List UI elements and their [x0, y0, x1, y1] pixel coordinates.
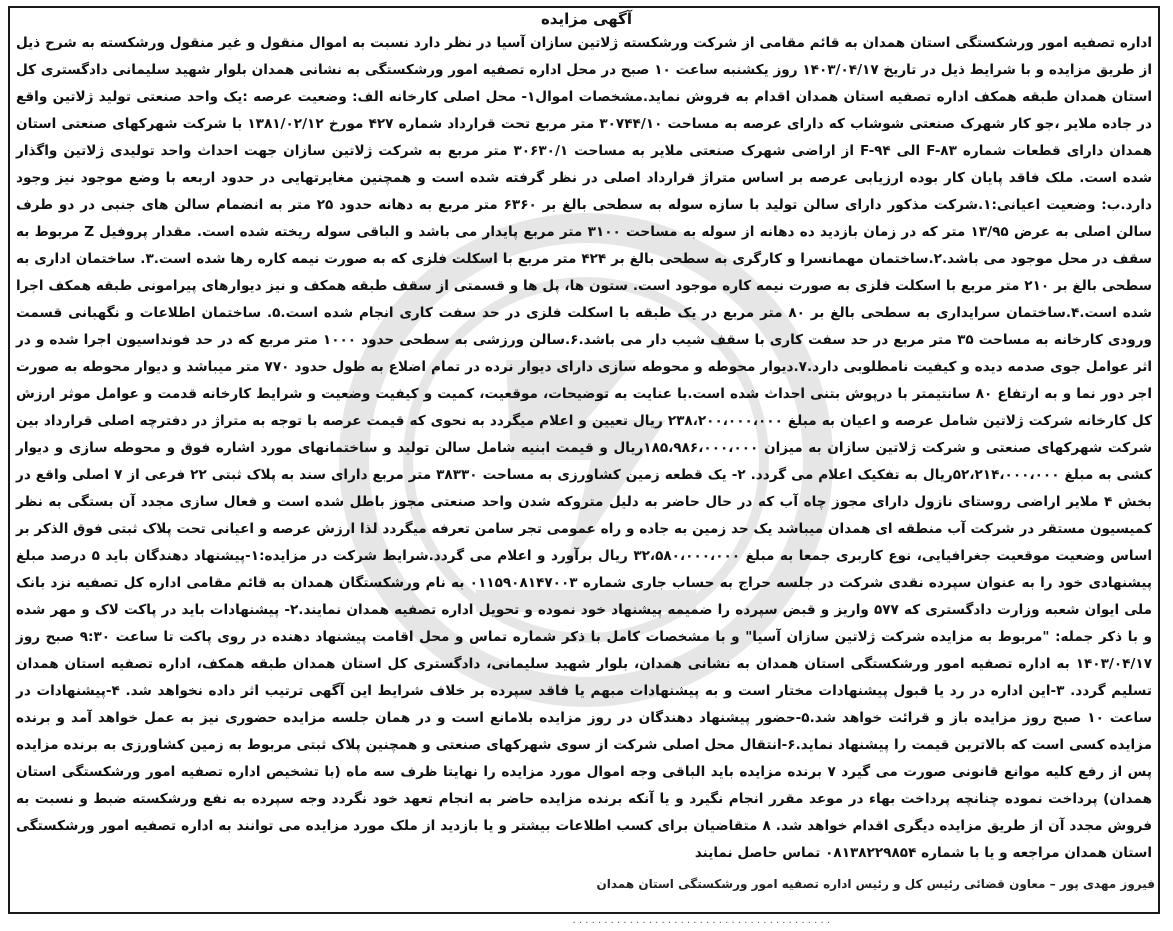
cut-off-line: · · · · · · · · · · · · · · · · · · · · · · · · · · · · · · · · · · · · · · · · · [572, 918, 830, 929]
notice-signature: فیروز مهدی پور – معاون قضائی رئیس کل و رئیس اداره تصفیه امور ورشکستگی استان همدان [596, 877, 1155, 891]
notice-body: اداره تصفیه امور ورشکستگی استان همدان به قائم مقامی از شرکت ورشکسته ژلاتین سازان آسیا در نظر دارد نسبت به اموال منقول و غیر منقول ورشکسته به شرح ذیل از طریق مزایده و با شرایط ذیل در تاریخ ۱۴۰۳/۰۴/۱۷ روز یکشنبه ساعت ۱۰ صبح در محل اداره تصفیه امور ورشکستگی به نشانی همدان بلوار شهید سلیمانی دادگستری کل استان همدان طبقه همکف اداره تصفیه استان همدان اقدام به فروش نماید.مشخصات اموال۱- محل اصلی کارخانه الف: وضعیت عرصه :یک واحد صنعتی تولید ژلاتین واقع در جاده ملایر ،جو کار شهرک صنعتی شوشاب که دارای عرصه به مساحت ۳۰۷۴۴/۱۰ متر مربع تحت قرارداد شماره ۴۲۷ مورخ ۱۳۸۱/۰۲/۱۲ با شرکت شهرکهای صنعتی استان همدان دارای قطعات شماره F-۸۳ الی F-۹۴ از اراضی شهرک صنعتی ملایر به مساحت ۳۰۶۳۰/۱ متر مربع به شرکت ژلاتین سازان جهت احداث واحد تولیدی ژلاتین واگذار شده است. ملک فاقد پایان کار بوده ارزیابی عرصه بر اساس متراژ قرارداد اصلی در نظر گرفته شده است و همچنین مغایرتهایی در حدود اربعه با وضع موجود نیز وجود دارد.ب: وضعیت اعیانی:۱.شرکت مذکور دارای سالن تولید با سازه سوله به سطحی بالغ بر ۶۳۶۰ متر مربع به دهانه حدود ۲۵ متر به انضمام سالن های جنبی در دو طرف سالن اصلی به عرض ۱۳/۹۵ متر که در زمان بازدید ده دهانه از سوله به مساحت ۳۱۰۰ متر مربع پایدار می باشد و الباقی سوله ریخته شده است. مقدار پروفیل Z مربوط به سقف در محل موجود می باشد.۲.ساختمان مهمانسرا و کارگری به سطحی بالغ بر ۴۲۴ متر مربع با اسکلت فلزی که به صورت نیمه کاره رها شده است.۳. ساختمان اداری به سطحی بالغ بر ۲۱۰ متر مربع با اسکلت فلزی به صورت نیمه کاره موجود است. ستون ها، پل ها و قسمتی از سقف طبقه همکف و نیز دیوارهای پیرامونی طبقه همکف اجرا شده است.۴.ساختمان سرایداری به سطحی بالغ بر ۸۰ متر مربع در یک طبقه با اسکلت فلزی در حد سفت کاری انجام شده است.۵. ساختمان اطلاعات و نگهبانی قسمت ورودی کارخانه به مساحت ۳۵ متر مربع در حد سفت کاری با سقف شیب دار می باشد.۶.سالن ورزشی به سطحی حدود ۱۰۰۰ متر مربع که در حد فونداسیون اجرا شده و در اثر عوامل جوی صدمه دیده و کیفیت نامطلوبی دارد.۷.دیوار محوطه و محوطه سازی دارای دیوار نرده در تمام اضلاع به طول حدود ۷۷۰ متر میباشد و دیوار محوطه به صورت اجر دور نما و به ارتفاع ۸۰ سانتیمتر با درپوش بتنی احداث شده است.با عنایت به توضیحات، موقعیت، کمیت و کیفیت وضعیت و شرایط کارخانه قدمت و عوامل موثر ارزش کل کارخانه شرکت ژلاتین شامل عرصه و اعیان به مبلغ ۲۳۸،۲۰۰،۰۰۰،۰۰۰ ریال تعیین و اعلام میگردد به نحوی که قیمت عرصه با توجه به متراژ در دفترچه اصلی قرارداد بین شرکت شهرکهای صنعتی و شرکت ژلاتین سازان به میزان ۱۸۵،۹۸۶،۰۰۰،۰۰۰ریال و قیمت ابنیه شامل سالن تولید و ساختمانهای مورد اشاره فوق و محوطه سازی و دیوار کشی به مبلغ ۵۲،۲۱۴،۰۰۰،۰۰۰ریال به تفکیک اعلام می گردد. ۲- یک قطعه زمین کشاورزی به مساحت ۳۸۳۳۰ متر مربع دارای سند به پلاک ثبتی ۲۲ فرعی از ۷ اصلی واقع در بخش ۴ ملایر اراضی روستای نازول دارای مجوز چاه آب که در حال حاضر به دلیل متروکه شدن واحد صنعتی مجوز باطل شده است و فعال سازی مجدد آن بستگی به نظر کمیسیون مستقر در شرکت آب منطقه ای همدان میباشد یک حد زمین به جاده و راه عمومی تجر سامن تعرفه میگردد لذا ارزش عرصه و اعیانی تحت پلاک ثبتی فوق الذکر بر اساس وضعیت موقعیت جغرافیایی، نوع کاربری جمعا به مبلغ ۳۲،۵۸۰،۰۰۰،۰۰۰ ریال برآورد و اعلام می گردد.شرایط شرکت در مزایده:۱-پیشنهاد دهندگان باید ۵ درصد مبلغ پیشنهادی خود را به عنوان سپرده نقدی شرکت در جلسه حراج به حساب جاری شماره ۰۱۱۵۹۰۸۱۴۷۰۰۳ به نام ورشکستگان همدان به قائم مقامی اداره کل تصفیه نزد بانک ملی ایوان شعبه وزارت دادگستری که ۵۷۷ واریز و قبض سپرده را ضمیمه پیشنهاد خود نموده و تحویل اداره تصفیه همدان نمایند.۲- پیشنهادات باید در پاکت لاک و مهر شده و با ذکر جمله: "مربوط به مزایده شرکت ژلاتین سازان آسیا" و با مشخصات کامل با ذکر شماره تماس و محل اقامت پیشنهاد دهنده در روی پاکت تا ساعت ۹:۳۰ صبح روز ۱۴۰۳/۰۴/۱۷ به اداره تصفیه امور ورشکستگی استان همدان به نشانی همدان، بلوار شهید سلیمانی، دادگستری کل استان همدان طبقه همکف، اداره تصفیه استان همدان تسلیم گردد. ۳-این اداره در رد یا قبول پیشنهادات مختار است و به پیشنهادات مبهم یا فاقد سپرده بر خلاف شرایط این آگهی ترتیب اثر داده نخواهد شد. ۴-پیشنهادات در ساعت ۱۰ صبح روز مزایده باز و قرائت خواهد شد.۵-حضور پیشنهاد دهندگان در روز مزایده بلامانع است و در همان جلسه مزایده حضوری نیز به عمل خواهد آمد و برنده مزایده کسی است که بالاترین قیمت را پیشنهاد نماید.۶-انتقال محل اصلی شرکت از سوی شهرکهای صنعتی و همچنین پلاک ثبتی مربوط به زمین کشاورزی به برنده مزایده پس از رفع کلیه موانع قانونی صورت می گیرد ۷ برنده مزایده باید الباقی وجه اموال مورد مزایده را نهایتا ظرف سه ماه (با تشخیص اداره تصفیه امور ورشکستگی استان همدان) پرداخت نموده چنانچه پرداخت بهاء در موعد مقرر انجام نگیرد و یا آنکه برنده مزایده حاضر به انجام تعهد خود نگردد وجه سپرده به نفع ورشکسته ضبط و نسبت به فروش مجدد آن از طریق مزایده دیگری اقدام خواهد شد. ۸ متقاضیان برای کسب اطلاعات بیشتر و یا بازدید از ملک مورد مزایده می توانند به اداره تصفیه امور ورشکستگی استان همدان مراجعه و یا با شماره ۰۸۱۳۸۲۲۹۸۵۴ تماس حاصل نمایند [16, 35, 1153, 861]
notice-title: آگهی مزایده [540, 10, 633, 28]
